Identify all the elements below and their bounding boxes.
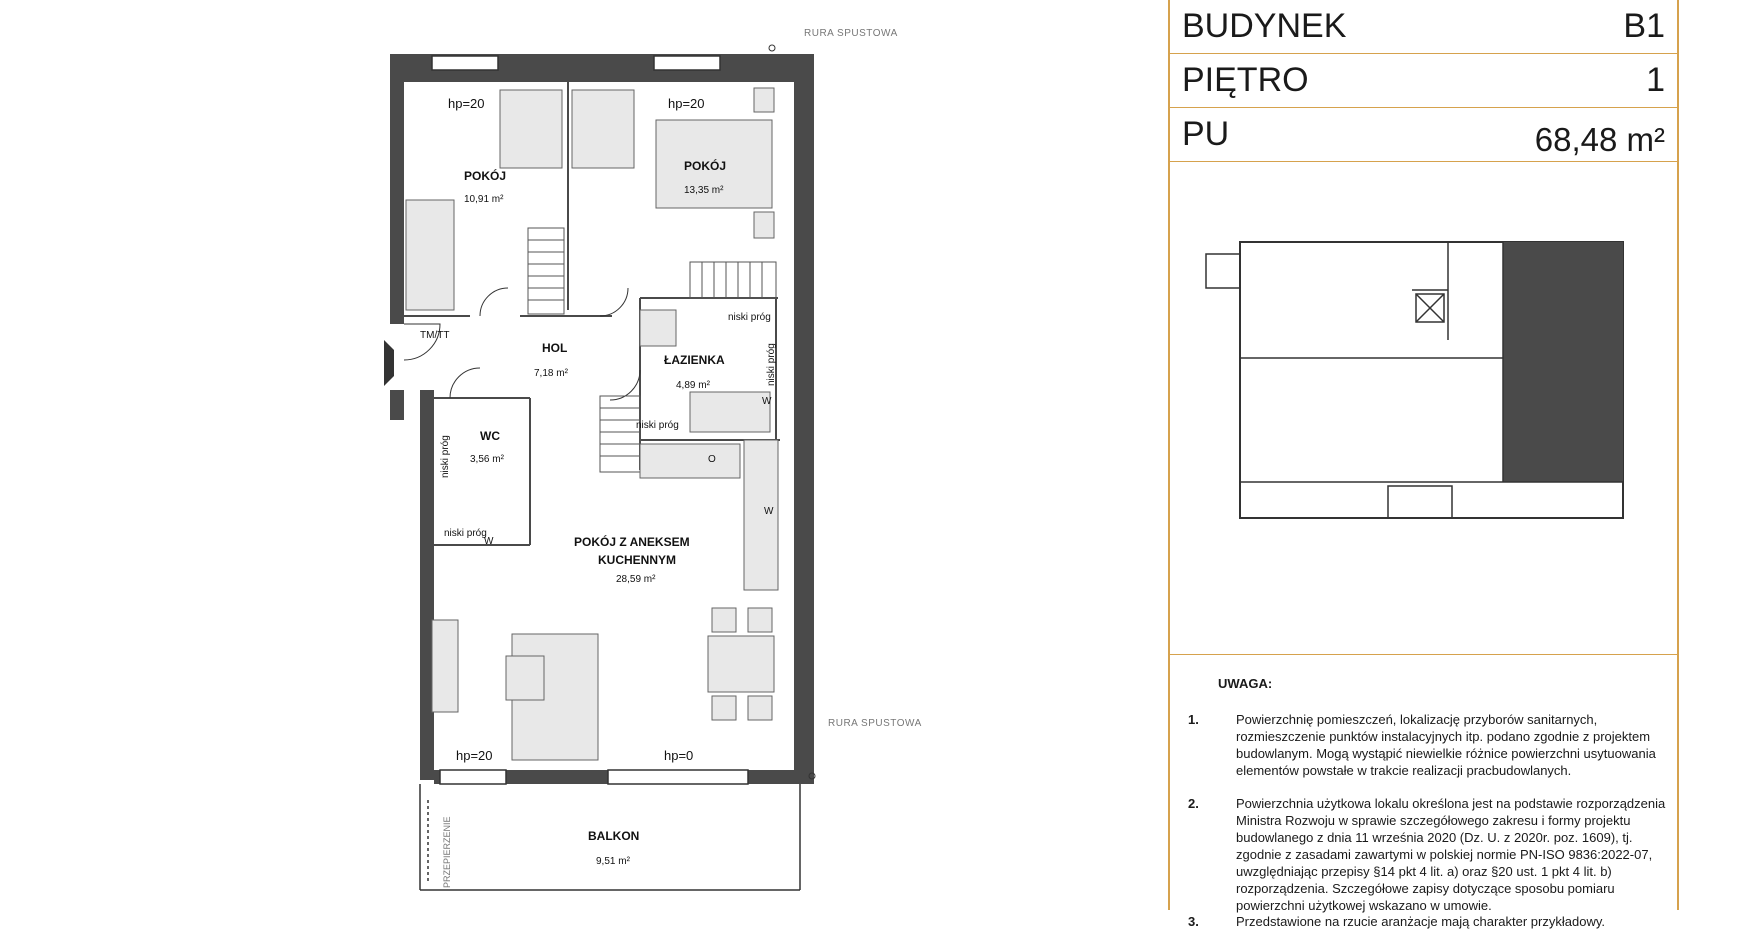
note-number: 2. — [1188, 796, 1199, 811]
niski-prog-label: niski próg — [440, 435, 451, 478]
downspout-icon — [769, 45, 775, 51]
bathtub — [690, 392, 770, 432]
room-name-pokoj-2: POKÓJ — [684, 159, 727, 173]
building-label: BUDYNEK — [1182, 7, 1347, 45]
hp-note: hp=20 — [448, 96, 485, 111]
room-name-hol: HOL — [542, 341, 568, 355]
niski-prog-label: niski próg — [766, 343, 777, 386]
przepierzenie-label: PRZEPIERZENIE — [442, 816, 452, 888]
tv — [432, 620, 458, 712]
w-label: W — [484, 536, 494, 547]
area-row — [1170, 108, 1677, 162]
key-plan-drawing — [1170, 162, 1677, 655]
building-row — [1170, 0, 1677, 54]
bed — [406, 200, 454, 310]
key-plan-highlight — [1503, 242, 1623, 482]
hp-note: hp=20 — [456, 748, 493, 763]
room-name-wc: WC — [480, 429, 500, 443]
room-area-pokoj-2: 13,35 m² — [684, 185, 724, 196]
desk — [500, 90, 562, 168]
niski-prog-label: niski próg — [444, 528, 487, 539]
o-label: O — [708, 454, 716, 465]
area-value: 68,48 m² — [1534, 121, 1665, 158]
room-name-pokoj-1: POKÓJ — [464, 169, 507, 183]
w-label: W — [764, 506, 774, 517]
floor-row — [1170, 54, 1677, 108]
floor-label: PIĘTRO — [1182, 61, 1309, 99]
room-area-lazienka: 4,89 m² — [676, 380, 710, 391]
shelf — [754, 212, 774, 238]
room-name-salon-line2: KUCHENNYM — [598, 553, 676, 567]
w-label: W — [762, 396, 772, 407]
kitchen-sink — [640, 444, 740, 478]
niski-prog-label: niski próg — [636, 420, 679, 431]
chair — [712, 696, 736, 720]
niski-prog-label: niski próg — [728, 312, 771, 323]
hp-note: hp=20 — [668, 96, 705, 111]
room-name-balkon: BALKON — [588, 829, 640, 843]
notes-section — [1170, 655, 1677, 929]
tm-tt-label: TM/TT — [420, 330, 450, 341]
desk — [572, 90, 634, 168]
entrance-door-icon — [384, 340, 394, 386]
note-text: Powierzchnię pomieszczeń, lokalizację przyborów sanitarnych, rozmieszczenie punktów instalacyjnych itp. podano zgodnie z projektem budowlanym. Mogą wystąpić niewielkie różnice powierzchni usytuowania elementów powstałe w trakcie realizacji pracbudowlanych. — [1236, 712, 1656, 778]
sink — [640, 310, 676, 346]
chair — [712, 608, 736, 632]
downspout-label: RURA SPUSTOWA — [828, 718, 922, 729]
shelf — [754, 88, 774, 112]
chair — [748, 608, 772, 632]
room-name-salon-line1: POKÓJ Z ANEKSEM — [574, 535, 690, 549]
note-number: 3. — [1188, 914, 1199, 929]
dining-table — [708, 636, 774, 692]
room-area-wc: 3,56 m² — [470, 454, 504, 465]
area-label: PU — [1182, 115, 1230, 153]
floor-value: 1 — [1646, 61, 1665, 99]
note-text: Przedstawione na rzucie aranżacje mają charakter przykładowy. — [1236, 914, 1605, 929]
chair — [748, 696, 772, 720]
building-value: B1 — [1623, 7, 1665, 45]
hp-note: hp=0 — [664, 748, 694, 763]
room-area-salon: 28,59 m² — [616, 574, 656, 585]
note-number: 1. — [1188, 712, 1199, 727]
key-plan — [1170, 162, 1677, 655]
downspout-label: RURA SPUSTOWA — [804, 28, 898, 39]
notes-title: UWAGA: — [1218, 676, 1273, 691]
room-area-pokoj-1: 10,91 m² — [464, 194, 504, 205]
note-text: Powierzchnia użytkowa lokalu określona jest na podstawie rozporządzenia Ministra Rozwoju w sprawie szczegółowego zakresu i formy projektu budowlanego z dnia 11 września 2020 (Dz. U. z 2020r. poz. 1609), tj. zgodnie z zasadami zawartymi w polskiej normie PN-ISO 9836:2022-07, uwzględniając przepisy §14 pkt 4 lit. a) oraz §20 ust. 1 pkt 4 lit. b) rozporządzenia. Szczegółowe zapisy dotyczące sposobu pomiaru powierzchni użytkowej wskazano w umowie. — [1236, 796, 1666, 913]
room-area-balkon: 9,51 m² — [596, 856, 630, 867]
armchair — [506, 656, 544, 700]
room-area-hol: 7,18 m² — [534, 368, 568, 379]
room-name-lazienka: ŁAZIENKA — [664, 353, 725, 367]
info-panel — [1168, 0, 1679, 929]
